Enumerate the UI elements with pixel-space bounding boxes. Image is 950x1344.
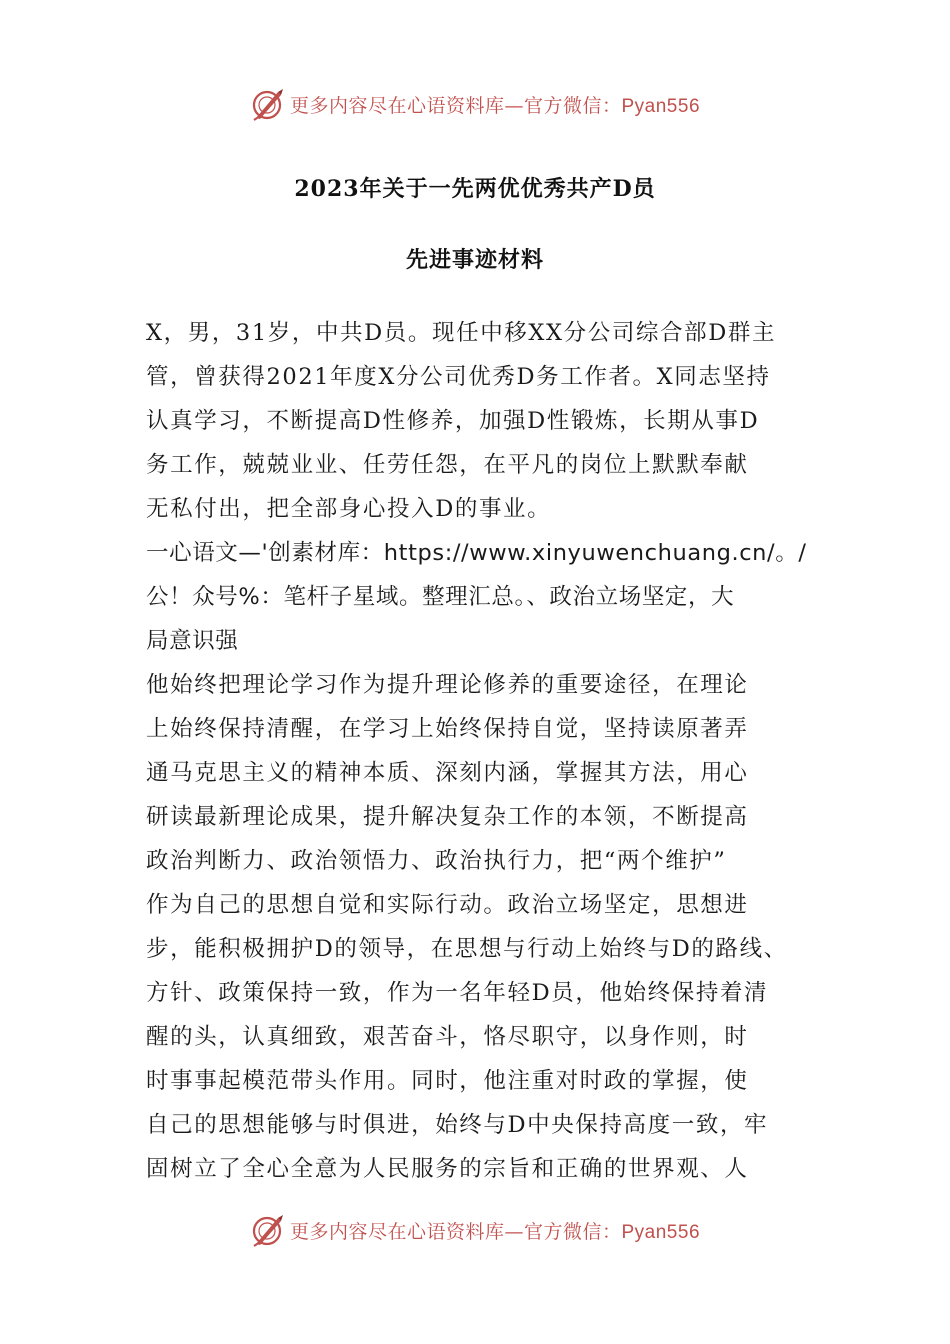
body-line: 方针、政策保持一致，作为一名年轻D员，他始终保持着清 bbox=[146, 980, 769, 1006]
footer-banner-wechat: Pyan556 bbox=[621, 1221, 701, 1243]
body-line: 认真学习，不断提高D性修养，加强D性锻炼，长期从事D bbox=[146, 408, 760, 434]
body-line: 固树立了全心全意为人民服务的宗旨和正确的世界观、人 bbox=[146, 1156, 749, 1182]
body-line: 自己的思想能够与时俱进，始终与D中央保持高度一致，牢 bbox=[146, 1112, 769, 1138]
header-banner-text bbox=[290, 91, 700, 118]
document-title-line2: 先进事迹材料 bbox=[405, 247, 544, 273]
body-line: 他始终把理论学习作为提升理论修养的重要途径，在理论 bbox=[146, 672, 749, 698]
body-line: 政治判断力、政治领悟力、政治执行力，把“两个维护” bbox=[146, 848, 727, 874]
document-title-line1: 2023年关于一先两优优秀共产D员 bbox=[294, 176, 656, 202]
header-banner-main: 更多内容尽在心语资料库—官方微信： bbox=[289, 94, 622, 117]
body-line: 公！众号%：笔杆子星域。整理汇总。、政治立场坚定，大 bbox=[146, 584, 735, 610]
pen-quill-logo-icon bbox=[250, 86, 286, 122]
body-line: 步，能积极拥护D的领导，在思想与行动上始终与D的路线、 bbox=[146, 936, 788, 962]
section-heading: 局意识强 bbox=[146, 628, 239, 654]
header-banner-wechat: Pyan556 bbox=[621, 95, 701, 117]
body-line: 上始终保持清醒，在学习上始终保持自觉，坚持读原著弄 bbox=[146, 716, 749, 742]
body-line: 作为自己的思想自觉和实际行动。政治立场坚定，思想进 bbox=[146, 892, 749, 918]
footer-banner bbox=[0, 1210, 950, 1250]
footer-banner-main: 更多内容尽在心语资料库—官方微信： bbox=[289, 1220, 622, 1243]
header-banner bbox=[0, 84, 950, 124]
pen-quill-logo-icon bbox=[250, 1212, 286, 1248]
footer-banner-text bbox=[290, 1217, 700, 1244]
body-line: 时事事起模范带头作用。同时，他注重对时政的掌握，使 bbox=[146, 1068, 749, 1094]
body-line: 醒的头，认真细致，艰苦奋斗，恪尽职守，以身作则，时 bbox=[146, 1024, 749, 1050]
body-line-source-link: 一心语文—'创素材库：https://www.xinyuwenchuang.cn/。/ bbox=[146, 540, 807, 566]
body-line: 管，曾获得2021年度X分公司优秀D务工作者。X同志坚持 bbox=[146, 364, 771, 390]
body-line: 通马克思主义的精神本质、深刻内涵，掌握其方法，用心 bbox=[146, 760, 749, 786]
body-line: 研读最新理论成果，提升解决复杂工作的本领，不断提高 bbox=[146, 804, 749, 830]
body-line: 务工作，兢兢业业、任劳任怨，在平凡的岗位上默默奉献 bbox=[146, 452, 749, 478]
body-line: 无私付出，把全部身心投入D的事业。 bbox=[146, 496, 552, 522]
body-line: X，男，31岁，中共D员。现任中移XX分公司综合部D群主 bbox=[146, 320, 777, 346]
document-body bbox=[146, 311, 811, 1191]
